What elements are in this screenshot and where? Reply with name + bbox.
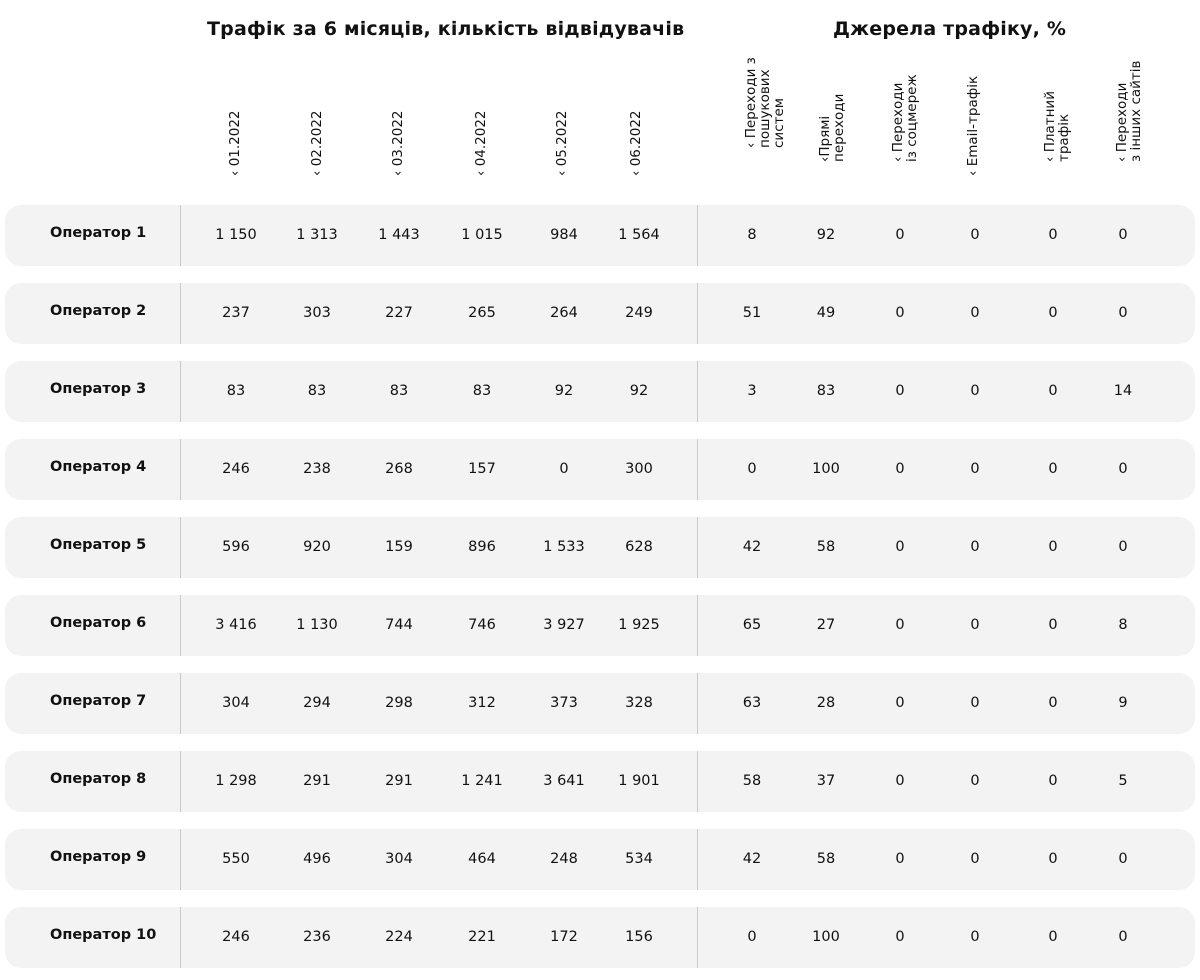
traffic-cell: 920 [303,539,331,555]
source-percent-cell: 65 [742,617,762,633]
traffic-cell: 268 [385,461,413,477]
traffic-cell: 628 [625,539,653,555]
section-divider [697,361,698,422]
source-percent-cell: 0 [895,227,905,243]
traffic-cell: 304 [222,695,250,711]
traffic-cell: 464 [468,851,496,867]
source-percent-cell: 92 [816,227,836,243]
source-percent-cell: 0 [970,929,980,945]
traffic-cell: 1 298 [215,773,257,789]
source-percent-cell: 0 [895,305,905,321]
traffic-cell: 83 [389,383,409,399]
name-divider [180,673,181,734]
traffic-cell: 83 [307,383,327,399]
source-percent-cell: 0 [1048,383,1058,399]
traffic-cell: 236 [303,929,331,945]
source-percent-cell: 100 [812,929,840,945]
traffic-cell: 246 [222,929,250,945]
traffic-cell: 92 [629,383,649,399]
source-percent-cell: 0 [895,695,905,711]
table-row [5,673,1195,734]
name-divider [180,751,181,812]
source-percent-cell: 0 [970,461,980,477]
table-row [5,361,1195,422]
source-percent-cell: 0 [970,227,980,243]
source-percent-cell: 42 [742,851,762,867]
traffic-cell: 157 [468,461,496,477]
section-divider [697,205,698,266]
traffic-cell: 246 [222,461,250,477]
traffic-cell: 303 [303,305,331,321]
traffic-cell: 294 [303,695,331,711]
source-percent-cell: 0 [1048,617,1058,633]
traffic-cell: 550 [222,851,250,867]
source-percent-cell: 8 [1118,617,1128,633]
traffic-cell: 291 [303,773,331,789]
traffic-cell: 312 [468,695,496,711]
column-header-label: ‹ 06.2022 [628,110,644,176]
section-divider [697,595,698,656]
traffic-cell: 896 [468,539,496,555]
section-divider [697,439,698,500]
table-row [5,595,1195,656]
column-header-label: ‹ 01.2022 [227,110,243,176]
table-row [5,907,1195,968]
source-percent-cell: 0 [970,539,980,555]
column-header-label: ‹ Переходи з пошукових систем [743,57,787,148]
source-percent-cell: 0 [1048,695,1058,711]
column-header-label: ‹ 03.2022 [390,110,406,176]
traffic-cell: 1 443 [378,227,420,243]
name-divider [180,283,181,344]
traffic-cell: 1 130 [296,617,338,633]
traffic-cell: 249 [625,305,653,321]
traffic-cell: 744 [385,617,413,633]
name-divider [180,361,181,422]
source-percent-cell: 0 [895,617,905,633]
traffic-cell: 1 313 [296,227,338,243]
source-percent-cell: 0 [895,773,905,789]
sources-table-title: Джерела трафіку, % [833,18,1067,40]
source-percent-cell: 0 [1048,539,1058,555]
source-percent-cell: 0 [895,383,905,399]
traffic-cell: 3 641 [543,773,585,789]
traffic-cell: 237 [222,305,250,321]
source-percent-cell: 0 [1118,539,1128,555]
column-header-label: ‹ 04.2022 [473,110,489,176]
section-divider [697,751,698,812]
source-percent-cell: 0 [970,617,980,633]
traffic-cell: 1 241 [461,773,503,789]
column-header-label: ‹ 02.2022 [309,110,325,176]
traffic-cell: 156 [625,929,653,945]
name-divider [180,907,181,968]
traffic-cell: 298 [385,695,413,711]
traffic-cell: 227 [385,305,413,321]
source-percent-cell: 100 [812,461,840,477]
traffic-cell: 304 [385,851,413,867]
traffic-cell: 534 [625,851,653,867]
source-percent-cell: 9 [1118,695,1128,711]
source-percent-cell: 0 [1048,305,1058,321]
traffic-cell: 1 901 [618,773,660,789]
traffic-cell: 1 925 [618,617,660,633]
name-divider [180,595,181,656]
traffic-cell: 1 564 [618,227,660,243]
source-percent-cell: 51 [742,305,762,321]
section-divider [697,829,698,890]
column-header-label: ‹ Переходи з інших сайтів [1114,60,1144,162]
table-row [5,751,1195,812]
traffic-cell: 238 [303,461,331,477]
operator-name: Оператор 1 [50,225,147,241]
source-percent-cell: 0 [1118,227,1128,243]
source-percent-cell: 0 [1118,305,1128,321]
traffic-cell: 224 [385,929,413,945]
column-header-label: ‹Прямі переходи [817,93,847,162]
source-percent-cell: 0 [1118,851,1128,867]
section-divider [697,907,698,968]
traffic-cell: 746 [468,617,496,633]
source-percent-cell: 28 [816,695,836,711]
source-percent-cell: 63 [742,695,762,711]
traffic-cell: 221 [468,929,496,945]
source-percent-cell: 37 [816,773,836,789]
source-percent-cell: 0 [1048,773,1058,789]
source-percent-cell: 0 [1118,929,1128,945]
source-percent-cell: 0 [970,305,980,321]
table-row [5,205,1195,266]
traffic-cell: 83 [472,383,492,399]
operator-name: Оператор 7 [50,693,147,709]
traffic-cell: 1 015 [461,227,503,243]
table-row [5,283,1195,344]
source-percent-cell: 0 [1048,851,1058,867]
traffic-cell: 3 416 [215,617,257,633]
traffic-cell: 1 533 [543,539,585,555]
traffic-cell: 265 [468,305,496,321]
traffic-table-title: Трафік за 6 місяців, кількість відвідувачів [207,18,685,40]
source-percent-cell: 83 [816,383,836,399]
source-percent-cell: 0 [895,539,905,555]
source-percent-cell: 58 [816,851,836,867]
traffic-cell: 291 [385,773,413,789]
traffic-cell: 496 [303,851,331,867]
source-percent-cell: 49 [816,305,836,321]
traffic-cell: 3 927 [543,617,585,633]
traffic-cell: 0 [559,461,569,477]
traffic-cell: 248 [550,851,578,867]
source-percent-cell: 0 [970,773,980,789]
table-row [5,829,1195,890]
operator-name: Оператор 4 [50,459,147,475]
operator-name: Оператор 8 [50,771,147,787]
source-percent-cell: 5 [1118,773,1128,789]
column-header-label: ‹ Email-трафік [965,75,981,176]
operator-name: Оператор 2 [50,303,147,319]
source-percent-cell: 0 [970,383,980,399]
column-header-label: ‹ 05.2022 [554,110,570,176]
operator-name: Оператор 5 [50,537,147,553]
table-row [5,517,1195,578]
column-header-label: ‹ Переходи із соцмереж [890,74,920,162]
source-percent-cell: 0 [1118,461,1128,477]
traffic-cell: 92 [554,383,574,399]
traffic-cell: 83 [226,383,246,399]
source-percent-cell: 58 [742,773,762,789]
traffic-cell: 1 150 [215,227,257,243]
traffic-cell: 328 [625,695,653,711]
section-divider [697,517,698,578]
traffic-cell: 264 [550,305,578,321]
operator-name: Оператор 6 [50,615,147,631]
source-percent-cell: 0 [970,851,980,867]
section-divider [697,673,698,734]
source-percent-cell: 0 [1048,227,1058,243]
source-percent-cell: 3 [747,383,757,399]
section-divider [697,283,698,344]
traffic-cell: 984 [550,227,578,243]
traffic-cell: 172 [550,929,578,945]
operator-name: Оператор 9 [50,849,147,865]
source-percent-cell: 27 [816,617,836,633]
source-percent-cell: 0 [1048,461,1058,477]
source-percent-cell: 0 [747,929,757,945]
source-percent-cell: 0 [895,851,905,867]
operator-name: Оператор 3 [50,381,147,397]
source-percent-cell: 42 [742,539,762,555]
traffic-cell: 159 [385,539,413,555]
source-percent-cell: 58 [816,539,836,555]
operator-name: Оператор 10 [50,927,157,943]
traffic-cell: 596 [222,539,250,555]
column-header-label: ‹ Платний трафік [1042,91,1072,162]
traffic-cell: 373 [550,695,578,711]
table-row [5,439,1195,500]
source-percent-cell: 0 [895,461,905,477]
name-divider [180,439,181,500]
traffic-cell: 300 [625,461,653,477]
name-divider [180,517,181,578]
source-percent-cell: 8 [747,227,757,243]
name-divider [180,205,181,266]
source-percent-cell: 0 [747,461,757,477]
source-percent-cell: 0 [895,929,905,945]
source-percent-cell: 0 [1048,929,1058,945]
source-percent-cell: 14 [1113,383,1133,399]
source-percent-cell: 0 [970,695,980,711]
name-divider [180,829,181,890]
